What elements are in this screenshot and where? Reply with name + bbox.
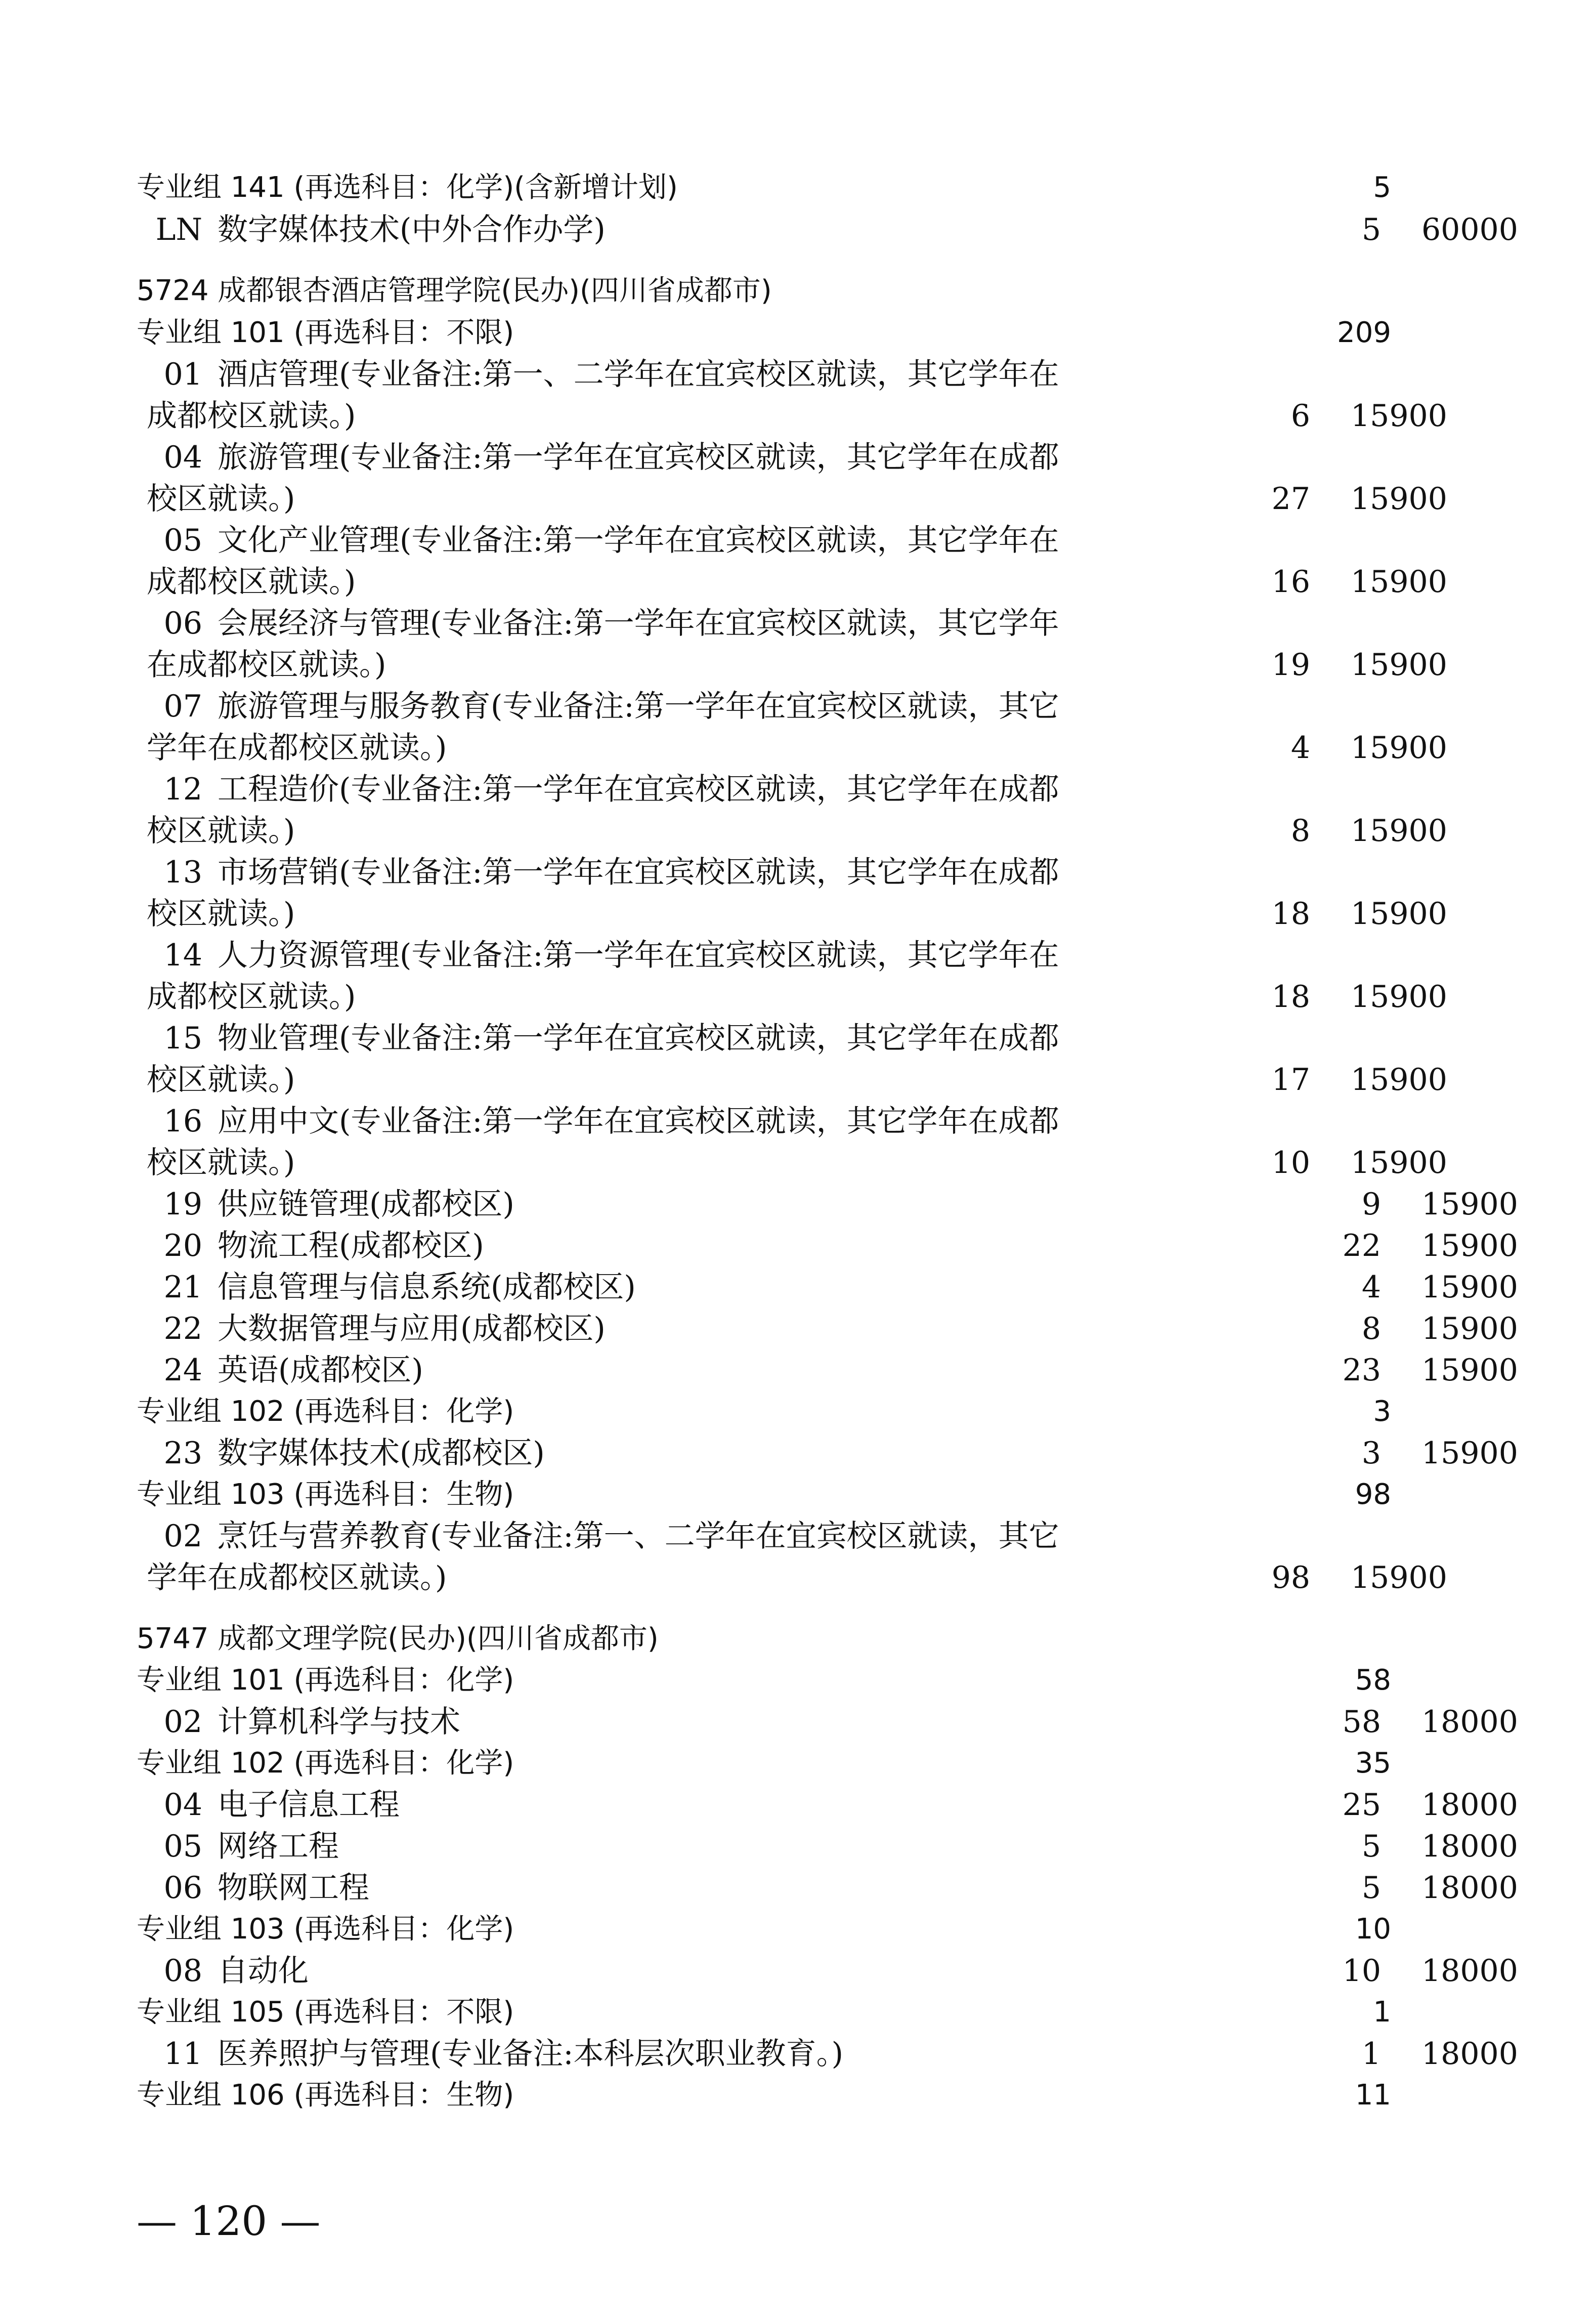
tuition-fee: 15900 [1351, 813, 1447, 849]
major-row-continuation [66, 893, 1447, 935]
tuition-fee: 15900 [1351, 481, 1447, 517]
plan-count: 8 [1290, 813, 1310, 849]
major-group-label: 专业组 102 (再选科目：化学) [137, 1395, 514, 1428]
major-name: 物联网工程 [218, 1870, 369, 1906]
major-name: 英语(成都校区) [218, 1353, 423, 1388]
major-code: 05 [163, 523, 202, 558]
major-code: 08 [163, 1953, 202, 1989]
tuition-fee: 15900 [1351, 730, 1447, 766]
major-row [137, 1225, 1518, 1267]
major-row-continuation [66, 561, 1447, 603]
major-row [137, 1308, 1518, 1350]
major-row [137, 1515, 1411, 1557]
major-row [137, 437, 1411, 478]
major-name: 旅游管理(专业备注:第一学年在宜宾校区就读，其它学年在成都 [218, 440, 1059, 475]
plan-count: 1 [1373, 1996, 1391, 2029]
major-row [137, 1184, 1518, 1225]
major-name-continued: 学年在成都校区就读。) [147, 730, 447, 766]
major-name: 计算机科学与技术 [218, 1704, 460, 1740]
plan-count: 4 [1361, 1270, 1381, 1305]
major-row [137, 209, 1518, 250]
major-name: 市场营销(专业备注:第一学年在宜宾校区就读，其它学年在成都 [218, 855, 1059, 890]
major-name-continued: 学年在成都校区就读。) [147, 1560, 447, 1595]
major-row [137, 354, 1411, 395]
page-number: — 120 — [137, 2198, 321, 2245]
major-code: 24 [163, 1353, 202, 1388]
tuition-fee: 15900 [1351, 1560, 1447, 1595]
plan-count: 25 [1342, 1787, 1381, 1823]
major-name-continued: 成都校区就读。) [147, 564, 356, 600]
plan-count: 5 [1361, 212, 1381, 247]
major-code: 02 [163, 1704, 202, 1740]
major-group-label: 专业组 101 (再选科目：化学) [137, 1664, 514, 1697]
major-name: 酒店管理(专业备注:第一、二学年在宜宾校区就读，其它学年在 [218, 357, 1059, 392]
school-header [137, 270, 1411, 312]
major-row [137, 1101, 1411, 1142]
plan-count: 209 [1337, 316, 1391, 349]
plan-count: 27 [1271, 481, 1310, 517]
major-name: 信息管理与信息系统(成都校区) [218, 1270, 636, 1305]
major-group-row [137, 1992, 1411, 2033]
major-group-label: 专业组 105 (再选科目：不限) [137, 1996, 514, 2029]
major-group-label: 专业组 103 (再选科目：化学) [137, 1913, 514, 1946]
tuition-fee: 18000 [1421, 1787, 1518, 1823]
major-row [137, 1267, 1518, 1308]
plan-count: 18 [1271, 979, 1310, 1015]
tuition-fee: 15900 [1351, 647, 1447, 683]
major-group-row [137, 1391, 1411, 1432]
major-name: 物业管理(专业备注:第一学年在宜宾校区就读，其它学年在成都 [218, 1021, 1059, 1056]
major-row [137, 935, 1411, 976]
plan-count: 16 [1271, 564, 1310, 600]
major-row [137, 852, 1411, 893]
major-row-continuation [66, 478, 1447, 520]
plan-count: 5 [1361, 1870, 1381, 1906]
major-row [137, 686, 1411, 727]
major-name: 文化产业管理(专业备注:第一学年在宜宾校区就读，其它学年在 [218, 523, 1059, 558]
plan-count: 19 [1271, 647, 1310, 683]
major-name-continued: 成都校区就读。) [147, 398, 356, 434]
major-row-continuation [66, 644, 1447, 686]
plan-count: 22 [1342, 1228, 1381, 1263]
major-group-label: 专业组 103 (再选科目：生物) [137, 1478, 514, 1511]
tuition-fee: 18000 [1421, 1704, 1518, 1740]
major-code: 01 [163, 357, 202, 392]
major-group-row [137, 1909, 1411, 1950]
major-name: 大数据管理与应用(成都校区) [218, 1311, 606, 1346]
tuition-fee: 18000 [1421, 1870, 1518, 1906]
major-group-row [137, 1743, 1411, 1784]
tuition-fee: 18000 [1421, 2036, 1518, 2072]
tuition-fee: 18000 [1421, 1953, 1518, 1989]
major-name: 数字媒体技术(中外合作办学) [218, 212, 606, 247]
plan-count: 23 [1342, 1353, 1381, 1388]
plan-count: 58 [1342, 1704, 1381, 1740]
major-group-row [137, 1474, 1411, 1515]
major-row [137, 769, 1411, 810]
tuition-fee: 15900 [1421, 1270, 1518, 1305]
plan-count: 18 [1271, 896, 1310, 932]
major-row-continuation [66, 1059, 1447, 1101]
major-code: 07 [163, 689, 202, 724]
major-name: 工程造价(专业备注:第一学年在宜宾校区就读，其它学年在成都 [218, 772, 1059, 807]
plan-count: 1 [1361, 2036, 1381, 2072]
plan-count: 58 [1355, 1664, 1391, 1697]
major-name: 人力资源管理(专业备注:第一学年在宜宾校区就读，其它学年在 [218, 938, 1059, 973]
major-group-label: 专业组 101 (再选科目：不限) [137, 316, 514, 349]
major-row [137, 1784, 1518, 1826]
major-row [137, 520, 1411, 561]
major-group-label: 专业组 106 (再选科目：生物) [137, 2079, 514, 2112]
school-name: 5747 成都文理学院(民办)(四川省成都市) [137, 1622, 659, 1655]
major-name: 供应链管理(成都校区) [218, 1187, 514, 1222]
major-name-continued: 校区就读。) [147, 1062, 295, 1098]
major-name: 自动化 [218, 1953, 309, 1989]
major-row-continuation [66, 976, 1447, 1018]
major-code: 04 [163, 440, 202, 475]
major-name: 烹饪与营养教育(专业备注:第一、二学年在宜宾校区就读，其它 [218, 1519, 1059, 1554]
plan-count: 3 [1361, 1436, 1381, 1471]
plan-count: 8 [1361, 1311, 1381, 1346]
tuition-fee: 15900 [1421, 1436, 1518, 1471]
tuition-fee: 15900 [1351, 398, 1447, 434]
school-header [137, 1618, 1411, 1660]
major-name: 电子信息工程 [218, 1787, 400, 1823]
plan-count: 98 [1355, 1478, 1391, 1511]
major-name-continued: 校区就读。) [147, 896, 295, 932]
major-code: 12 [163, 772, 202, 807]
plan-count: 35 [1355, 1747, 1391, 1780]
major-row-continuation [66, 1142, 1447, 1184]
plan-count: 9 [1361, 1187, 1381, 1222]
major-code: 14 [163, 938, 202, 973]
major-group-label: 专业组 141 (再选科目：化学)(含新增计划) [137, 171, 678, 204]
tuition-fee: 15900 [1351, 1062, 1447, 1098]
plan-count: 98 [1271, 1560, 1310, 1595]
major-name: 网络工程 [218, 1829, 339, 1864]
plan-count: 10 [1342, 1953, 1381, 1989]
major-row [137, 1432, 1518, 1474]
major-row [137, 1950, 1518, 1992]
major-row-continuation [66, 1557, 1447, 1598]
major-code: 13 [163, 855, 202, 890]
major-row [137, 2033, 1518, 2075]
major-row [137, 1701, 1518, 1743]
plan-count: 4 [1290, 730, 1310, 766]
major-name: 会展经济与管理(专业备注:第一学年在宜宾校区就读，其它学年 [218, 606, 1059, 641]
plan-count: 11 [1355, 2079, 1391, 2112]
major-code: 06 [163, 606, 202, 641]
tuition-fee: 18000 [1421, 1829, 1518, 1864]
plan-count: 6 [1290, 398, 1310, 434]
major-group-row [137, 1660, 1411, 1701]
major-code: 04 [163, 1787, 202, 1823]
plan-count: 3 [1373, 1395, 1391, 1428]
tuition-fee: 15900 [1421, 1353, 1518, 1388]
major-code: 23 [163, 1436, 202, 1471]
tuition-fee: 15900 [1421, 1311, 1518, 1346]
major-name-continued: 成都校区就读。) [147, 979, 356, 1015]
tuition-fee: 15900 [1351, 979, 1447, 1015]
major-group-row [137, 2075, 1411, 2116]
major-name: 数字媒体技术(成都校区) [218, 1436, 545, 1471]
tuition-fee: 15900 [1421, 1187, 1518, 1222]
plan-count: 5 [1361, 1829, 1381, 1864]
major-code: 22 [163, 1311, 202, 1346]
tuition-fee: 15900 [1421, 1228, 1518, 1263]
major-code: 15 [163, 1021, 202, 1056]
major-row [137, 1018, 1411, 1059]
major-name-continued: 校区就读。) [147, 481, 295, 517]
major-code: 06 [163, 1870, 202, 1906]
major-code: 20 [163, 1228, 202, 1263]
major-code: LN [155, 212, 202, 247]
major-name-continued: 校区就读。) [147, 1145, 295, 1180]
major-code: 19 [163, 1187, 202, 1222]
plan-count: 10 [1355, 1913, 1391, 1946]
tuition-fee: 15900 [1351, 1145, 1447, 1180]
major-name-continued: 在成都校区就读。) [147, 647, 386, 683]
major-name-continued: 校区就读。) [147, 813, 295, 849]
major-row [137, 1867, 1518, 1909]
major-group-row [137, 167, 1411, 208]
major-row [137, 1826, 1518, 1867]
major-row [137, 603, 1411, 644]
major-code: 11 [163, 2036, 202, 2072]
plan-count: 5 [1373, 171, 1391, 204]
tuition-fee: 60000 [1421, 212, 1518, 247]
major-name: 物流工程(成都校区) [218, 1228, 484, 1263]
major-row-continuation [66, 810, 1447, 852]
school-name: 5724 成都银杏酒店管理学院(民办)(四川省成都市) [137, 274, 772, 307]
major-code: 05 [163, 1829, 202, 1864]
major-group-label: 专业组 102 (再选科目：化学) [137, 1747, 514, 1780]
major-row-continuation [66, 727, 1447, 769]
major-name: 医养照护与管理(专业备注:本科层次职业教育。) [218, 2036, 844, 2072]
major-group-row [137, 312, 1411, 354]
plan-count: 17 [1271, 1062, 1310, 1098]
major-name: 应用中文(专业备注:第一学年在宜宾校区就读，其它学年在成都 [218, 1104, 1059, 1139]
plan-count: 10 [1271, 1145, 1310, 1180]
tuition-fee: 15900 [1351, 564, 1447, 600]
tuition-fee: 15900 [1351, 896, 1447, 932]
major-row [137, 1350, 1518, 1391]
major-code: 21 [163, 1270, 202, 1305]
major-row-continuation [66, 395, 1447, 437]
major-code: 16 [163, 1104, 202, 1139]
major-name: 旅游管理与服务教育(专业备注:第一学年在宜宾校区就读，其它 [218, 689, 1059, 724]
major-code: 02 [163, 1519, 202, 1554]
